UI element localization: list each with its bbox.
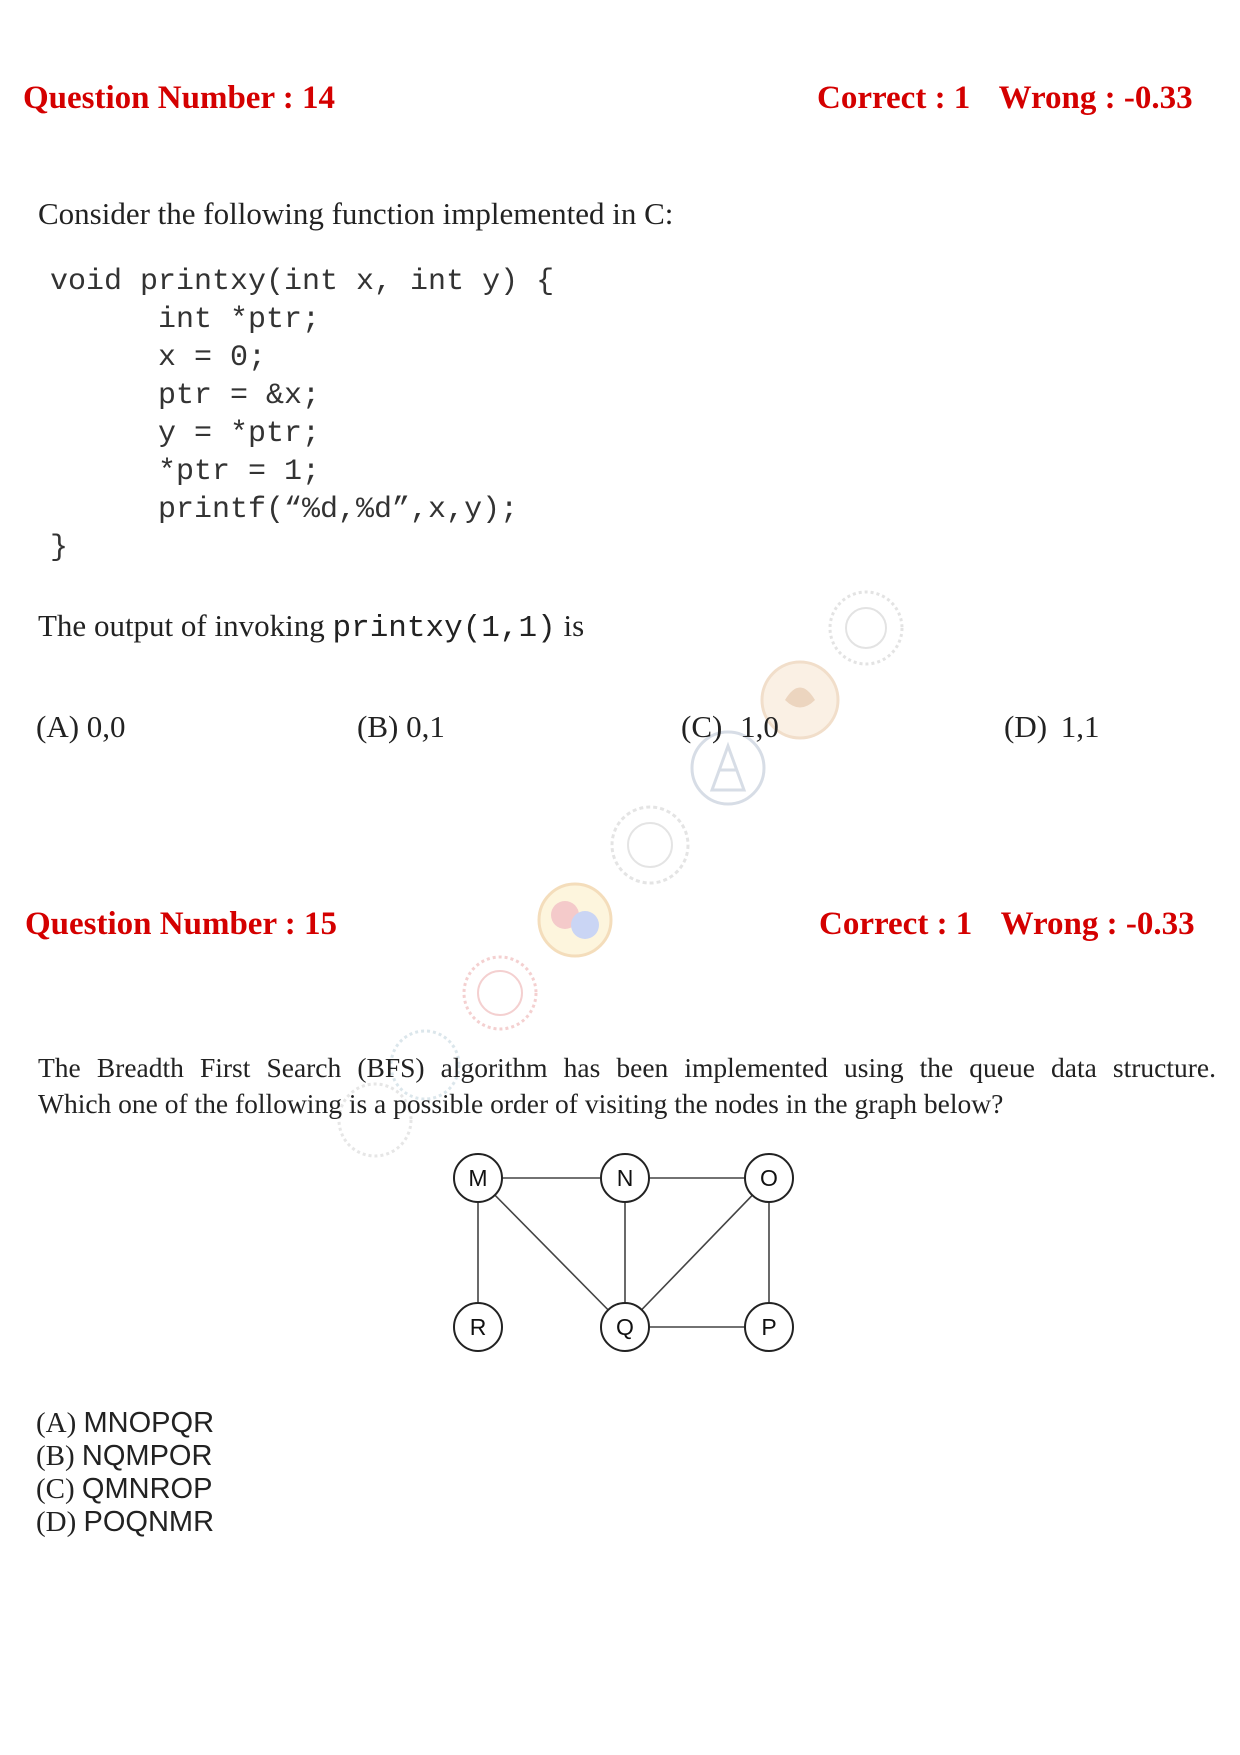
graph-node-q: [601, 1303, 649, 1351]
graph-node-m: [454, 1154, 502, 1202]
node-label: N: [616, 1165, 634, 1191]
q15-heading: Question Number : 15: [25, 906, 337, 942]
q15-option-b: [36, 1440, 214, 1473]
option-answer: 0,1: [406, 709, 445, 744]
q14-question-suffix: is: [563, 608, 585, 643]
q14-question-code: printxy(1,1): [332, 611, 556, 646]
q15-correct: Correct : 1: [819, 906, 973, 942]
code-line-5: y = *ptr;: [50, 417, 321, 451]
code-line-8: }: [50, 531, 69, 565]
node-label: P: [761, 1314, 777, 1340]
q14-question-prefix: The output of invoking: [38, 608, 325, 643]
option-letter: (C): [36, 1473, 75, 1505]
option-letter: (A): [36, 709, 80, 744]
option-answer: 1,1: [1060, 709, 1100, 744]
option-letter: (B): [357, 709, 399, 744]
code-line-1: void printxy(int x, int y) {: [50, 265, 555, 299]
q14-wrong: Wrong : -0.33: [998, 80, 1193, 116]
q15-option-a: [36, 1407, 214, 1440]
q14-option-c: [681, 709, 779, 745]
q15-option-d: [36, 1506, 214, 1539]
q15-options: [36, 1407, 214, 1539]
node-label: M: [468, 1165, 488, 1191]
option-answer: NQMPOR: [81, 1440, 213, 1472]
q14-heading: Question Number : 14: [23, 80, 335, 116]
q15-option-c: [36, 1473, 214, 1506]
option-letter: (C): [681, 709, 723, 744]
q14-option-a: [36, 709, 126, 745]
q14-code-block: [50, 263, 554, 567]
node-label: R: [469, 1314, 487, 1340]
edge-o-q: [625, 1178, 769, 1327]
q15-text-line-1: The Breadth First Search (BFS) algorithm has been implemented using the queue data structure.: [38, 1052, 1216, 1083]
option-answer: QMNROP: [81, 1473, 213, 1505]
graph-node-o: [745, 1154, 793, 1202]
node-label: Q: [616, 1314, 634, 1340]
q14-correct: Correct : 1: [817, 80, 971, 116]
seal-red: [464, 957, 536, 1029]
node-label: O: [760, 1165, 778, 1191]
option-letter: (A): [36, 1407, 77, 1439]
option-answer: 1,0: [740, 709, 779, 744]
option-letter: (B): [36, 1440, 75, 1472]
q14-option-d: [1004, 709, 1100, 745]
graph-node-n: [601, 1154, 649, 1202]
graph-node-p: [745, 1303, 793, 1351]
q14-option-b: [357, 709, 445, 745]
q15-text-line-2: Which one of the following is a possible order of visiting the nodes in the graph below?: [38, 1088, 1004, 1119]
option-answer: 0,0: [86, 709, 126, 744]
q15-marks: [819, 906, 1195, 943]
q14-marks: [817, 80, 1193, 117]
q15-text: [38, 1050, 1216, 1122]
q14-intro: Consider the following function implemented in C:: [38, 196, 674, 231]
seal-colorful: [539, 884, 611, 956]
q15-wrong: Wrong : -0.33: [1000, 906, 1195, 942]
seal-grey-1: [830, 592, 902, 664]
q14-question: [38, 608, 584, 646]
graph-node-r: [454, 1303, 502, 1351]
option-answer: POQNMR: [83, 1506, 215, 1538]
option-answer: MNOPQR: [83, 1407, 215, 1439]
edge-m-q: [478, 1178, 625, 1327]
code-line-7: printf(“%d,%d”,x,y);: [50, 493, 519, 527]
seal-grey-2: [612, 807, 688, 883]
option-letter: (D): [36, 1506, 77, 1538]
code-line-6: *ptr = 1;: [50, 455, 321, 489]
code-line-3: x = 0;: [50, 341, 267, 375]
code-line-4: ptr = &x;: [50, 379, 321, 413]
option-letter: (D): [1004, 709, 1048, 744]
bfs-graph: [440, 1140, 820, 1370]
code-line-2: int *ptr;: [50, 303, 321, 337]
